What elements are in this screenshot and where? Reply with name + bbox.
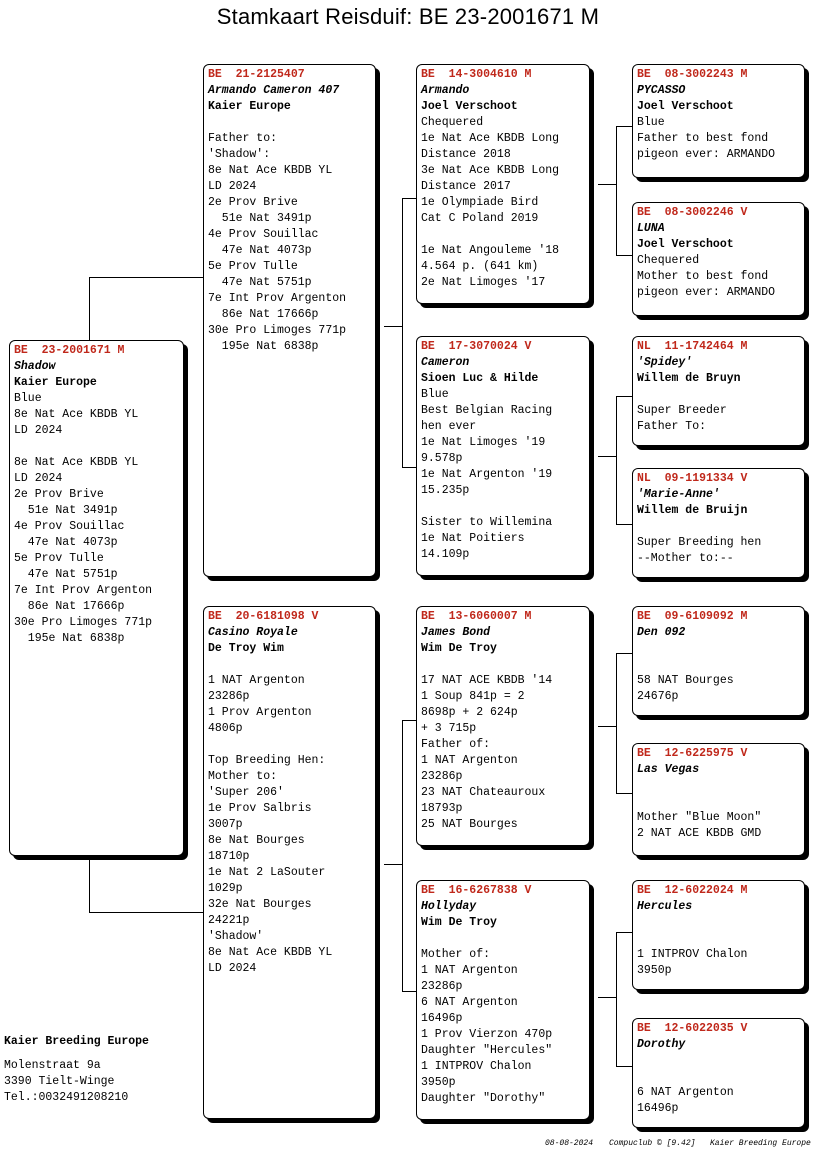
info-line: 24676p — [637, 690, 679, 703]
ring-number: BE 20-6181098 V — [208, 610, 319, 623]
breeder-street: Molenstraat 9a — [4, 1059, 101, 1072]
info-line: Blue — [421, 388, 449, 401]
ring-number: BE 12-6022035 V — [637, 1022, 748, 1035]
info-line: 4e Prov Souillac — [208, 228, 319, 241]
info-line: 16496p — [421, 1012, 463, 1025]
connector-line — [89, 277, 204, 278]
owner-name: Wim De Troy — [421, 916, 497, 929]
info-line: 3950p — [637, 964, 672, 977]
connector-line — [616, 932, 632, 933]
info-line: Mother "Blue Moon" — [637, 811, 762, 824]
pigeon-card-mmm — [632, 1018, 805, 1128]
info-line: 47e Nat 5751p — [14, 568, 118, 581]
info-line: Distance 2017 — [421, 180, 511, 193]
connector-line — [384, 864, 402, 865]
info-line: Cat C Poland 2019 — [421, 212, 539, 225]
info-line: 51e Nat 3491p — [208, 212, 312, 225]
info-line: 47e Nat 5751p — [208, 276, 312, 289]
connector-line — [402, 720, 416, 721]
owner-name: Willem de Bruijn — [637, 504, 748, 517]
info-line: 1 NAT Argenton — [208, 674, 305, 687]
owner-name: Joel Verschoot — [421, 100, 518, 113]
info-line: 18793p — [421, 802, 463, 815]
info-line: LD 2024 — [14, 472, 63, 485]
info-line — [637, 915, 800, 931]
info-line: LD 2024 — [14, 424, 63, 437]
info-line: 8e Nat Ace KBDB YL — [14, 408, 139, 421]
info-line: 4806p — [208, 722, 243, 735]
pigeon-name: Den 092 — [637, 626, 686, 639]
info-line: pigeon ever: ARMANDO — [637, 286, 776, 299]
info-line: pigeon ever: ARMANDO — [637, 148, 776, 161]
pigeon-card-ffm — [632, 202, 805, 316]
info-line: Mother of: — [421, 948, 491, 961]
info-line: 51e Nat 3491p — [14, 504, 118, 517]
info-line: 5e Prov Tulle — [14, 552, 104, 565]
info-line: 2e Prov Brive — [208, 196, 298, 209]
info-line: 58 NAT Bourges — [637, 674, 734, 687]
owner-name: De Troy Wim — [208, 642, 284, 655]
info-line: Father To: — [637, 420, 707, 433]
info-line: 15.235p — [421, 484, 470, 497]
connector-line — [384, 326, 402, 327]
ring-number: BE 14-3004610 M — [421, 68, 532, 81]
pigeon-card-mother-mother — [416, 880, 590, 1120]
ring-number: BE 13-6060007 M — [421, 610, 532, 623]
info-line: 23286p — [421, 770, 463, 783]
breeder-phone: Tel.:0032491208210 — [4, 1091, 129, 1104]
connector-line — [89, 277, 90, 340]
info-line: 6 NAT Argenton — [421, 996, 518, 1009]
info-line: 8e Nat Ace KBDB YL — [208, 164, 333, 177]
owner-name: Kaier Europe — [208, 100, 291, 113]
connector-line — [402, 198, 416, 199]
info-line: Sister to Willemina — [421, 516, 553, 529]
ring-number: BE 08-3002246 V — [637, 206, 748, 219]
info-line: 17 NAT ACE KBDB '14 — [421, 674, 553, 687]
pigeon-card-father-father — [416, 64, 590, 304]
ring-number: BE 08-3002243 M — [637, 68, 748, 81]
connector-line — [402, 991, 416, 992]
pigeon-card-father-mother — [416, 336, 590, 576]
info-line: 86e Nat 17666p — [14, 600, 125, 613]
info-line: 3950p — [421, 1076, 456, 1089]
pigeon-card-father — [203, 64, 376, 577]
pigeon-name: Hollyday — [421, 900, 477, 913]
info-line: Best Belgian Racing — [421, 404, 553, 417]
pigeon-name: PYCASSO — [637, 84, 686, 97]
connector-line — [616, 396, 617, 525]
info-line: 9.578p — [421, 452, 463, 465]
info-line: 3e Nat Ace KBDB Long — [421, 164, 560, 177]
connector-line — [616, 524, 632, 525]
info-line: 1 Prov Vierzon 470p — [421, 1028, 553, 1041]
ring-number: NL 09-1191334 V — [637, 472, 748, 485]
info-line: 1 NAT Argenton — [421, 964, 518, 977]
info-line: 'Shadow': — [208, 148, 271, 161]
pigeon-name: Casino Royale — [208, 626, 298, 639]
info-line: --Mother to:-- — [637, 552, 734, 565]
info-line: + 3 715p — [421, 722, 477, 735]
info-line: Top Breeding Hen: — [208, 754, 326, 767]
info-line: 47e Nat 4073p — [208, 244, 312, 257]
ring-number: BE 12-6022024 M — [637, 884, 748, 897]
info-line: Distance 2018 — [421, 148, 511, 161]
pigeon-card-fmm — [632, 468, 805, 578]
info-line: Blue — [637, 116, 665, 129]
pigeon-name: Hercules — [637, 900, 693, 913]
connector-line — [616, 255, 632, 256]
info-line: 30e Pro Limoges 771p — [14, 616, 153, 629]
info-line: 1e Nat 2 LaSouter — [208, 866, 326, 879]
ring-number: BE 09-6109092 M — [637, 610, 748, 623]
info-line: 195e Nat 6838p — [208, 340, 319, 353]
info-line: 30e Pro Limoges 771p — [208, 324, 347, 337]
info-line: 1e Nat Poitiers — [421, 532, 525, 545]
info-line — [421, 499, 585, 515]
ring-number: BE 23-2001671 M — [14, 344, 125, 357]
info-line: Father of: — [421, 738, 491, 751]
info-line: 4.564 p. (641 km) — [421, 260, 539, 273]
owner-name: Willem de Bruyn — [637, 372, 741, 385]
info-line: 8698p + 2 624p — [421, 706, 518, 719]
ring-number: BE 16-6267838 V — [421, 884, 532, 897]
info-line: 8e Nat Ace KBDB YL — [14, 456, 139, 469]
info-line: Blue — [14, 392, 42, 405]
info-line: 1 Prov Argenton — [208, 706, 312, 719]
info-line: LD 2024 — [208, 180, 257, 193]
pigeon-name: 'Spidey' — [637, 356, 693, 369]
info-line: 1 INTPROV Chalon — [421, 1060, 532, 1073]
info-line: 1e Nat Argenton '19 — [421, 468, 553, 481]
info-line: 24221p — [208, 914, 250, 927]
info-line — [637, 519, 800, 535]
info-line: 2e Nat Limoges '17 — [421, 276, 546, 289]
info-line: 1 INTPROV Chalon — [637, 948, 748, 961]
info-line: Super Breeding hen — [637, 536, 762, 549]
owner-name: Joel Verschoot — [637, 238, 734, 251]
connector-line — [598, 997, 616, 998]
info-line: 'Shadow' — [208, 930, 264, 943]
info-line: 16496p — [637, 1102, 679, 1115]
info-line — [637, 1053, 800, 1069]
info-line: 3007p — [208, 818, 243, 831]
connector-line — [402, 198, 403, 468]
owner-name: Joel Verschoot — [637, 100, 734, 113]
info-line: LD 2024 — [208, 962, 257, 975]
info-line: Daughter "Hercules" — [421, 1044, 553, 1057]
footer-software: Compuclub © [9.42] — [609, 1139, 696, 1148]
connector-line — [616, 932, 617, 1067]
info-line: 18710p — [208, 850, 250, 863]
connector-line — [616, 396, 632, 397]
info-line: 1 Soup 841p = 2 — [421, 690, 525, 703]
info-line — [421, 657, 585, 673]
pigeon-card-subject — [9, 340, 184, 856]
info-line: 2e Prov Brive — [14, 488, 104, 501]
info-line: 47e Nat 4073p — [14, 536, 118, 549]
connector-line — [598, 726, 616, 727]
pigeon-name: Las Vegas — [637, 763, 700, 776]
pigeon-card-mother-father — [416, 606, 590, 846]
connector-line — [402, 720, 403, 992]
info-line: Mother to: — [208, 770, 278, 783]
info-line: hen ever — [421, 420, 477, 433]
info-line — [637, 931, 800, 947]
info-line: Super Breeder — [637, 404, 727, 417]
info-line: 7e Int Prov Argenton — [208, 292, 347, 305]
info-line — [637, 387, 800, 403]
info-line: 195e Nat 6838p — [14, 632, 125, 645]
info-line — [421, 931, 585, 947]
info-line: 23 NAT Chateauroux — [421, 786, 546, 799]
owner-name: Sioen Luc & Hilde — [421, 372, 539, 385]
owner-name: Wim De Troy — [421, 642, 497, 655]
info-line: 1e Olympiade Bird — [421, 196, 539, 209]
connector-line — [616, 1066, 632, 1067]
info-line: 4e Prov Souillac — [14, 520, 125, 533]
pigeon-name: Armando Cameron 407 — [208, 84, 340, 97]
connector-line — [616, 793, 632, 794]
ring-number: BE 17-3070024 V — [421, 340, 532, 353]
pigeon-card-mmf — [632, 880, 805, 990]
connector-line — [89, 912, 204, 913]
info-line: 1e Nat Limoges '19 — [421, 436, 546, 449]
pigeon-card-mff — [632, 606, 805, 716]
info-line: Mother to best fond — [637, 270, 769, 283]
info-line — [208, 115, 371, 131]
breeder-info — [4, 1034, 149, 1106]
footer-date: 08-08-2024 — [545, 1139, 594, 1148]
info-line: Chequered — [421, 116, 484, 129]
connector-line — [89, 856, 90, 912]
info-line: 1e Prov Salbris — [208, 802, 312, 815]
owner-name: Kaier Europe — [14, 376, 97, 389]
ring-number: BE 21-2125407 — [208, 68, 305, 81]
pigeon-card-fff — [632, 64, 805, 178]
info-line: 8e Nat Ace KBDB YL — [208, 946, 333, 959]
connector-line — [598, 456, 616, 457]
info-line: 23286p — [208, 690, 250, 703]
pigeon-name: LUNA — [637, 222, 665, 235]
info-line: Chequered — [637, 254, 700, 267]
pigeon-name: Shadow — [14, 360, 56, 373]
info-line: 1029p — [208, 882, 243, 895]
connector-line — [616, 126, 632, 127]
info-line: 32e Nat Bourges — [208, 898, 312, 911]
info-line — [421, 227, 585, 243]
info-line — [208, 737, 371, 753]
footer-owner: Kaier Breeding Europe — [710, 1139, 811, 1148]
info-line: 23286p — [421, 980, 463, 993]
connector-line — [598, 184, 616, 185]
info-line: 1e Nat Angouleme '18 — [421, 244, 560, 257]
connector-line — [402, 467, 416, 468]
breeder-city: 3390 Tielt-Winge — [4, 1075, 115, 1088]
info-line: 1 NAT Argenton — [421, 754, 518, 767]
pigeon-name: Dorothy — [637, 1038, 686, 1051]
info-line — [637, 778, 800, 794]
pigeon-name: Cameron — [421, 356, 470, 369]
pigeon-name: James Bond — [421, 626, 491, 639]
info-line — [637, 794, 800, 810]
pigeon-card-mfm — [632, 743, 805, 856]
info-line: 7e Int Prov Argenton — [14, 584, 153, 597]
page-title: Stamkaart Reisduif: BE 23-2001671 M — [216, 4, 600, 29]
info-line: 8e Nat Bourges — [208, 834, 305, 847]
info-line — [208, 657, 371, 673]
pigeon-card-fmf — [632, 336, 805, 446]
pigeon-name: 'Marie-Anne' — [637, 488, 720, 501]
info-line: 'Super 206' — [208, 786, 284, 799]
info-line — [14, 439, 179, 455]
connector-line — [616, 653, 617, 794]
connector-line — [616, 653, 632, 654]
info-line: Father to best fond — [637, 132, 769, 145]
info-line: 2 NAT ACE KBDB GMD — [637, 827, 762, 840]
info-line: 6 NAT Argenton — [637, 1086, 734, 1099]
info-line — [637, 1069, 800, 1085]
breeder-name: Kaier Breeding Europe — [4, 1035, 149, 1048]
info-line: 5e Prov Tulle — [208, 260, 298, 273]
info-line: 25 NAT Bourges — [421, 818, 518, 831]
ring-number: NL 11-1742464 M — [637, 340, 748, 353]
pigeon-card-mother — [203, 606, 376, 1119]
info-line: Father to: — [208, 132, 278, 145]
info-line — [637, 657, 800, 673]
ring-number: BE 12-6225975 V — [637, 747, 748, 760]
connector-line — [616, 126, 617, 256]
info-line: 14.109p — [421, 548, 470, 561]
info-line: Daughter "Dorothy" — [421, 1092, 546, 1105]
pigeon-name: Armando — [421, 84, 470, 97]
info-line — [637, 641, 800, 657]
info-line: 86e Nat 17666p — [208, 308, 319, 321]
info-line: 1e Nat Ace KBDB Long — [421, 132, 560, 145]
